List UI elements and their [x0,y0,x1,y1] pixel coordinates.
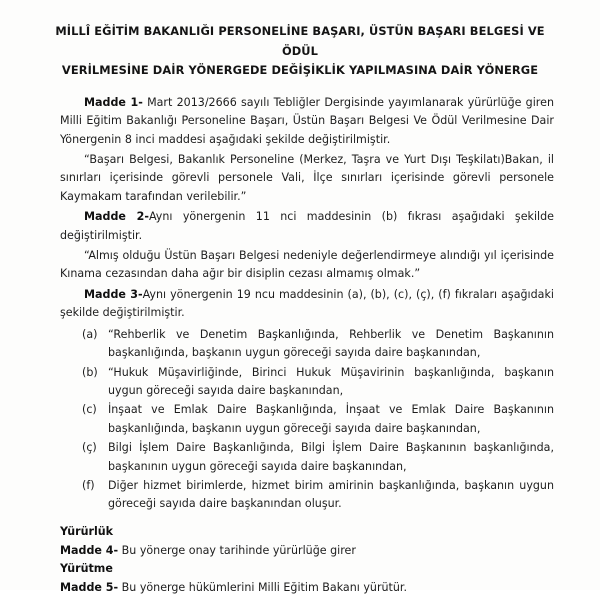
list-item-marker: (f) [82,478,95,492]
yururluk-heading [60,523,554,542]
article-madde-5-lead: Madde 5- [60,581,119,595]
article-madde-4-text: Bu yönerge onay tarihinde yürürlüğe girer [118,543,356,557]
list-item-marker: (c) [82,403,97,417]
page-title-line-1: MİLLÎ EĞİTİM BAKANLIĞI PERSONELİNE BAŞARI, ÜSTÜN BAŞARI BELGESİ VE ÖDÜL [55,24,545,58]
list-item [82,326,554,363]
list-item-text: Bilgi İşlem Daire Başkanlığında, Bilgi İşlem Daire Başkanının başkanlığında, başkanının uygun göreceği sayıda daire başkanından, [108,441,554,473]
list-item-text: “Hukuk Müşavirliğinde, Birinci Hukuk Müşavirinin başkanlığında, başkanın uygun göreceği sayıda daire başkanından, [108,365,554,397]
article-madde-2-lead: Madde 2- [84,210,149,224]
list-item-marker: (a) [82,327,98,341]
list-item-text: “Rehberlik ve Denetim Başkanlığında, Rehberlik ve Denetim Başkanının başkanlığında, başkanın uygun göreceği sayıda daire başkanından, [108,327,554,360]
article-madde-5 [60,579,554,598]
article-madde-2-text: Aynı yönergenin 11 nci maddesinin (b) fıkrası aşağıdaki şekilde değiştirilmiştir. [60,210,554,242]
list-item-marker: (ç) [82,441,97,455]
article-madde-5-text: Bu yönerge hükümlerini Milli Eğitim Bakanı yürütür. [118,581,408,595]
list-item [82,439,554,476]
list-item [82,364,554,401]
article-madde-2-quote: “Almış olduğu Üstün Başarı Belgesi nedeniyle değerlendirmeye alındığı yıl içerisinde Kınama cezasından daha ağır bir disiplin cezası almamış olmak.” [60,249,554,281]
list-item [82,477,554,514]
article-madde-3-list [60,326,554,514]
list-item-text: İnşaat ve Emlak Daire Başkanlığında, İnşaat ve Emlak Daire Başkanının başkanlığında, başkanın uygun göreceği sayıda daire başkanından, [108,403,554,435]
list-item [82,401,554,438]
yururluk-heading-text: Yürürlük [60,524,114,538]
article-madde-4 [60,542,554,561]
article-madde-1-quote: “Başarı Belgesi, Bakanlık Personeline (Merkez, Taşra ve Yurt Dışı Teşkilatı)Bakan, il sınırları içerisinde görevli personele Vali, İlçe sınırları içerisinde görevli personele Kaymakam tarafından verilebilir.” [60,153,554,203]
document-body [0,94,600,598]
page-title [0,0,600,81]
yurutme-heading-text: Yürütme [60,562,113,576]
list-item-text: Diğer hizmet birimlerde, hizmet birim amirinin başkanlığında, başkanın uygun göreceği sayıda daire başkanından oluşur. [108,478,554,511]
article-madde-2 [60,208,554,245]
page-title-line-2: VERİLMESİNE DAİR YÖNERGEDE DEĞİŞİKLİK YAPILMASINA DAİR YÖNERGE [61,63,539,78]
article-madde-4-lead: Madde 4- [60,543,119,557]
article-madde-3-lead: Madde 3- [84,287,143,301]
article-madde-1-lead: Madde 1- [84,95,143,109]
yurutme-heading [60,560,554,579]
closing-section [60,523,554,598]
article-madde-1-text: Mart 2013/2666 sayılı Tebliğler Dergisinde yayımlanarak yürürlüğe giren Milli Eğitim Bakanlığı Personeline Başarı, Üstün Başarı Belgesi Ve Ödül Verilmesine Dair Yönergenin 8 inci maddesi aşağıdaki şekilde değiştirilmiştir. [60,95,554,146]
article-madde-3 [60,286,554,323]
article-madde-1 [60,94,554,149]
list-item-marker: (b) [82,365,98,379]
article-madde-3-text: Aynı yönergenin 19 ncu maddesinin (a), (b), (c), (ç), (f) fıkraları aşağıdaki şekilde değiştirilmiştir. [60,287,554,320]
